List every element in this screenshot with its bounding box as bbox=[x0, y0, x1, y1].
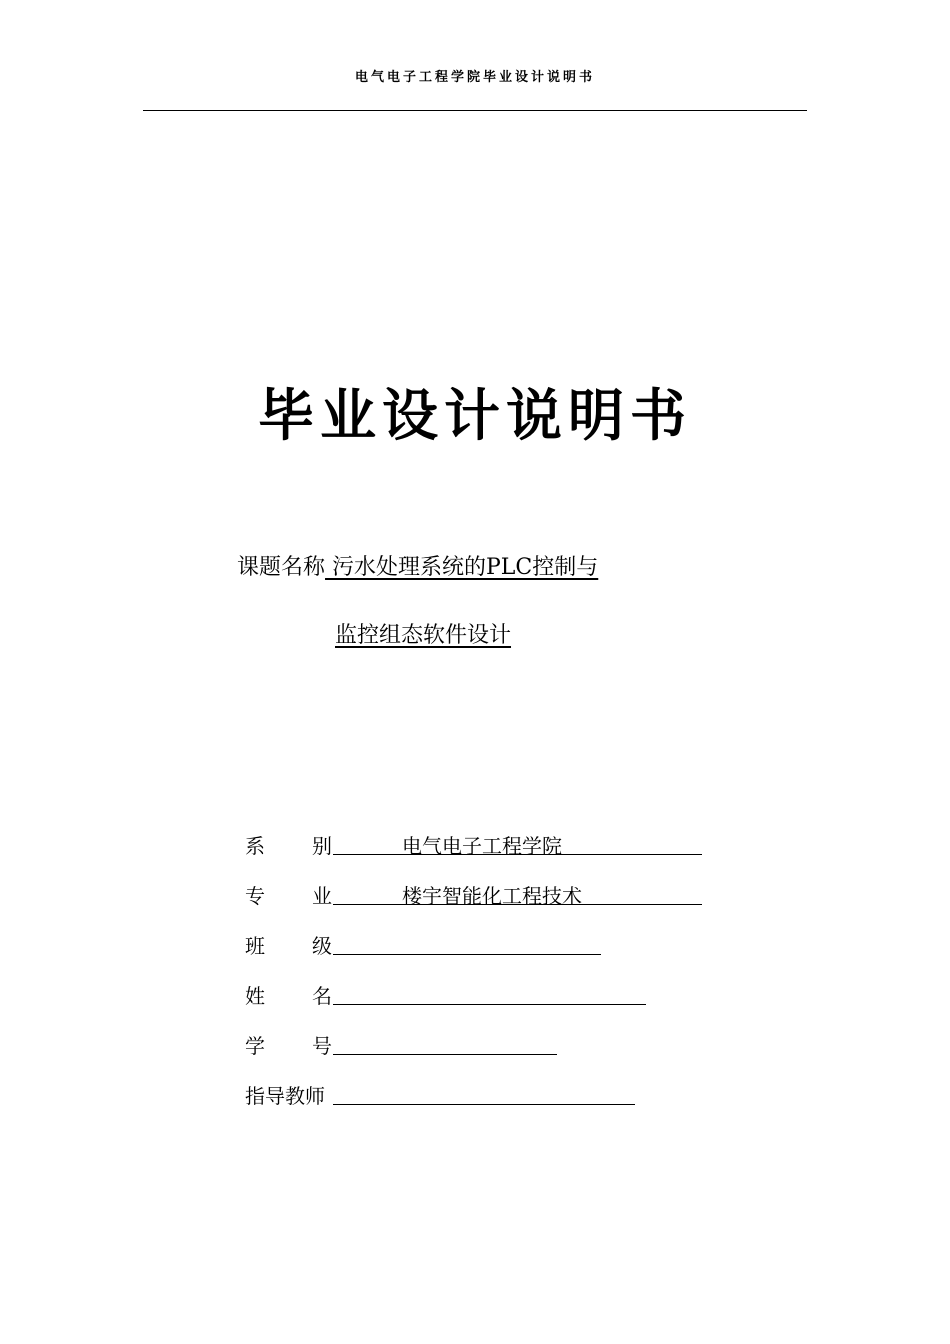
department-label-char2: 别 bbox=[312, 834, 332, 858]
major-label-char2: 业 bbox=[312, 884, 332, 908]
topic-row bbox=[237, 550, 598, 581]
page-header: 电气电子工程学院毕业设计说明书 bbox=[354, 70, 595, 85]
class-label-char2: 级 bbox=[312, 934, 332, 958]
major-label-char1: 专 bbox=[245, 884, 265, 908]
topic-value-line1: 污水处理系统的PLC控制与 bbox=[325, 555, 599, 580]
student-id-label-char1: 学 bbox=[245, 1034, 265, 1058]
header-divider bbox=[143, 110, 807, 111]
name-underline bbox=[333, 980, 646, 1005]
document-title: 毕业设计说明书 bbox=[258, 384, 692, 449]
major-value: 楼宇智能化工程技术 bbox=[402, 884, 582, 908]
department-label-char1: 系 bbox=[245, 834, 265, 858]
name-label-char2: 名 bbox=[312, 984, 332, 1008]
topic-row-continued bbox=[335, 618, 511, 649]
name-label-char1: 姓 bbox=[245, 984, 265, 1008]
topic-value-line2: 监控组态软件设计 bbox=[335, 623, 512, 648]
class-underline bbox=[333, 930, 601, 955]
student-id-label-char2: 号 bbox=[312, 1034, 332, 1058]
student-id-underline bbox=[333, 1030, 557, 1055]
class-label-char1: 班 bbox=[245, 934, 265, 958]
department-value: 电气电子工程学院 bbox=[402, 834, 562, 858]
advisor-underline bbox=[333, 1080, 635, 1105]
topic-label: 课题名称 bbox=[237, 555, 326, 580]
advisor-label: 指导教师 bbox=[245, 1084, 325, 1108]
